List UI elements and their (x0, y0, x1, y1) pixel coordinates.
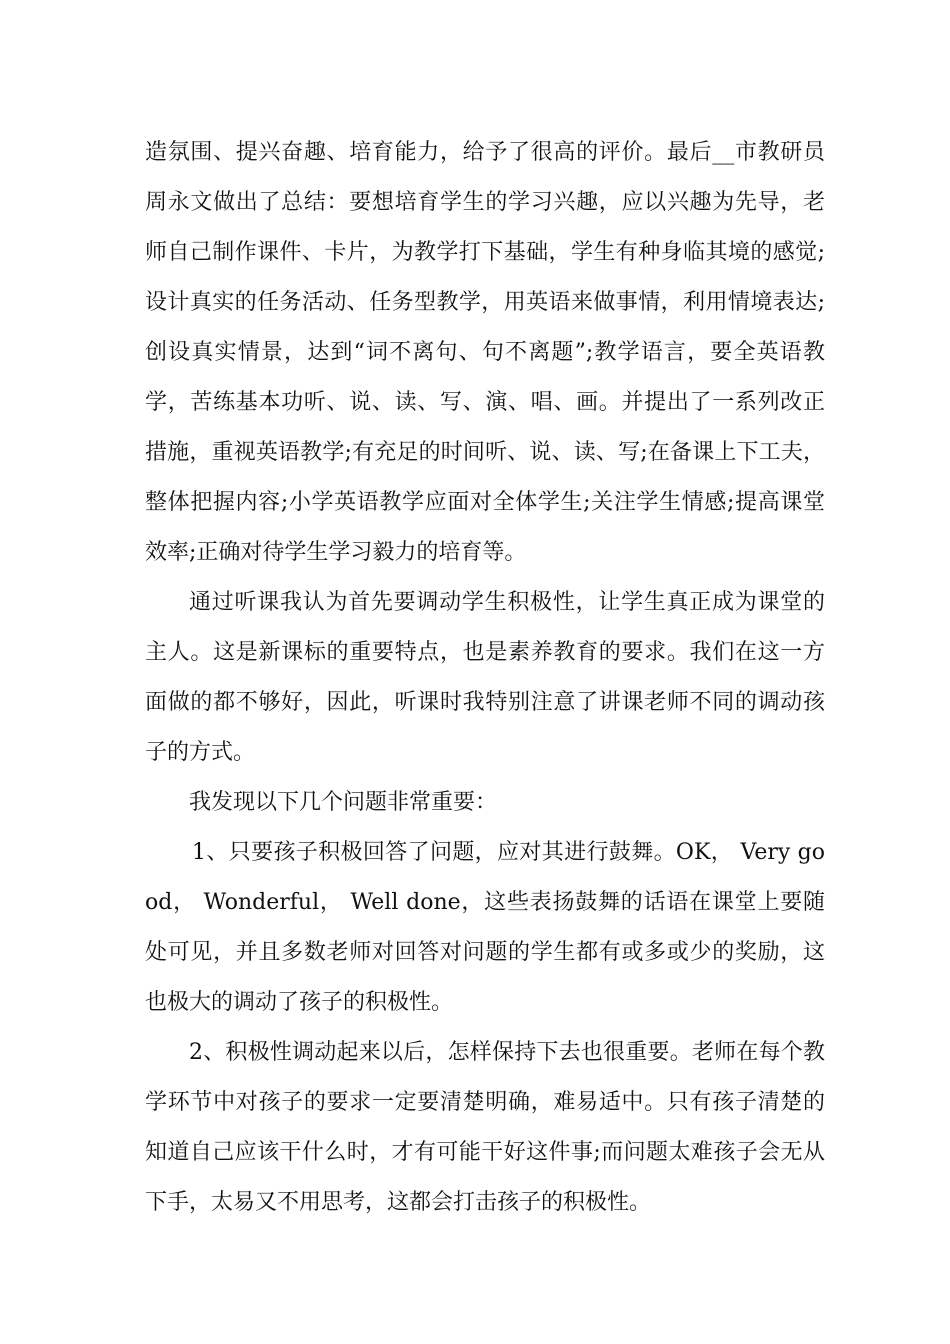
paragraph-point-1: 1、只要孩子积极回答了问题，应对其进行鼓舞。OK， Very good， Wonderful， Well done，这些表扬鼓舞的话语在课堂上要随处可见，并且多数老师对回答对问题的学生都有或多或少的奖励，这也极大的调动了孩子的积极性。 (145, 840, 825, 1015)
paragraph-summary: 造氛围、提兴奋趣、培育能力，给予了很高的评价。最后__市教研员周永文做出了总结：要想培育学生的学习兴趣，应以兴趣为先导，老师自己制作课件、卡片，为教学打下基础，学生有种身临其境的感觉;设计真实的任务活动、任务型教学，用英语来做事情，利用情境表达;创设真实情景，达到“词不离句、句不离题”;教学语言，要全英语教学，苦练基本功听、说、读、写、演、唱、画。并提出了一系列改正措施，重视英语教学;有充足的时间听、说、读、写;在备课上下工夫，整体把握内容;小学英语教学应面对全体学生;关注学生情感;提高课堂效率;正确对待学生学习毅力的培育等。 (145, 140, 825, 565)
paragraph-observation: 通过听课我认为首先要调动学生积极性，让学生真正成为课堂的主人。这是新课标的重要特点，也是素养教育的要求。我们在这一方面做的都不够好，因此，听课时我特别注意了讲课老师不同的调动孩子的方式。 (145, 590, 825, 765)
paragraph-findings-intro: 我发现以下几个问题非常重要： (189, 790, 498, 815)
paragraph-point-2: 2、积极性调动起来以后，怎样保持下去也很重要。老师在每个教学环节中对孩子的要求一定要清楚明确，难易适中。只有孩子清楚的知道自己应该干什么时，才有可能干好这件事;而问题太难孩子会无从下手，太易又不用思考，这都会打击孩子的积极性。 (145, 1040, 825, 1215)
document-body (145, 128, 825, 1228)
